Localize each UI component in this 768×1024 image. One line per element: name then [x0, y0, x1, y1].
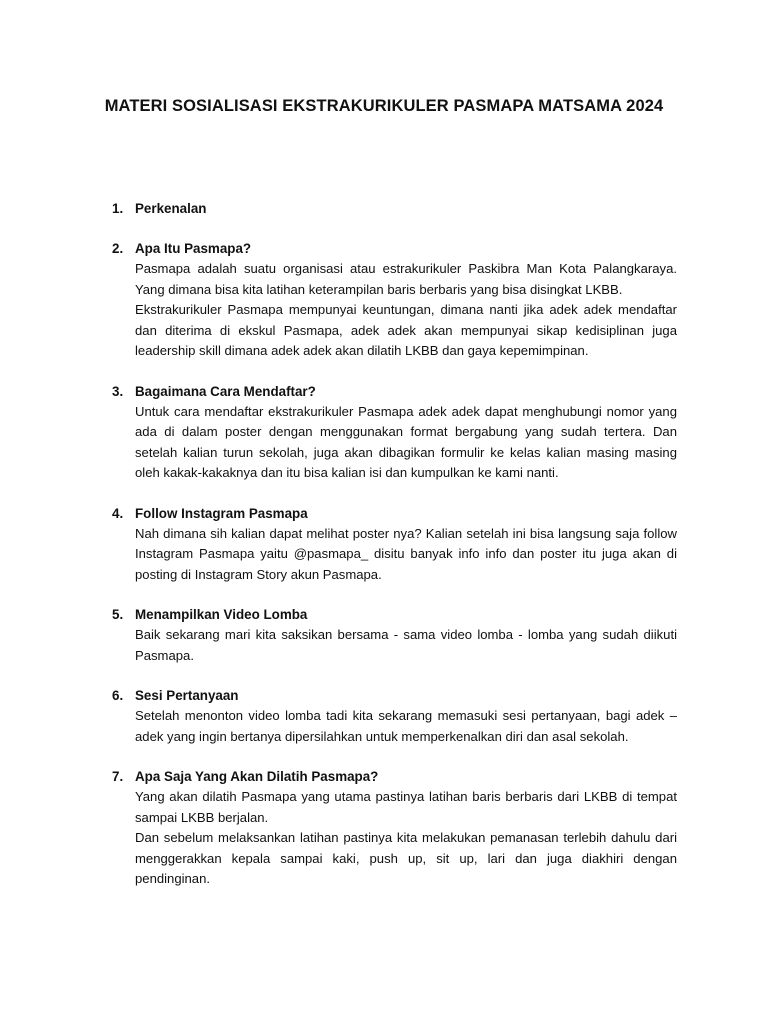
section-number: 4.: [112, 505, 124, 521]
section-title: Sesi Pertanyaan: [135, 688, 239, 703]
section-paragraph: Ekstrakurikuler Pasmapa mempunyai keuntungan, dimana nanti jika adek adek mendaftar dan diterima di ekskul Pasmapa, adek adek akan mempunyai sikap kedisiplinan juga leadership skill dimana adek adek akan dilatih LKBB dan gaya kepemimpinan.: [135, 302, 677, 358]
section-title: Apa Saja Yang Akan Dilatih Pasmapa?: [135, 769, 379, 784]
section-heading: [112, 604, 677, 625]
section-item: [0, 238, 768, 362]
section-number: 6.: [112, 688, 124, 703]
section-number: 2.: [112, 241, 124, 256]
section-title: Menampilkan Video Lomba: [135, 607, 308, 622]
section-item: [0, 381, 768, 484]
section-item: [0, 685, 768, 747]
section-paragraph: Nah dimana sih kalian dapat melihat poster nya? Kalian setelah ini bisa langsung saja follow Instagram Pasmapa yaitu @pasmapa_ disitu banyak info info dan poster itu juga akan di posting di Instagram Story akun Pasmapa.: [135, 525, 677, 582]
section-list: [0, 198, 768, 909]
section-number: 1.: [112, 201, 124, 216]
section-paragraph: Yang akan dilatih Pasmapa yang utama pastinya latihan baris berbaris dari LKBB di tempat sampai LKBB berjalan.: [135, 789, 677, 825]
section-number: 7.: [112, 769, 124, 784]
section-body: [135, 402, 677, 484]
section-paragraph: Setelah menonton video lomba tadi kita sekarang memasuki sesi pertanyaan, bagi adek – adek yang ingin bertanya dipersilahkan untuk memperkenalkan diri dan asal sekolah.: [135, 708, 677, 744]
section-heading: [112, 198, 677, 219]
section-title: Bagaimana Cara Mendaftar?: [135, 383, 316, 399]
section-title: Perkenalan: [135, 201, 207, 216]
section-item: [0, 766, 768, 890]
document-title: MATERI SOSIALISASI EKSTRAKURIKULER PASMAPA MATSAMA 2024: [104, 97, 664, 115]
section-body: [135, 625, 677, 666]
section-paragraph: Pasmapa adalah suatu organisasi atau estrakurikuler Paskibra Man Kota Palangkaraya. Yang dimana bisa kita latihan keterampilan baris berbaris yang bisa disingkat LKBB.: [135, 261, 677, 297]
section-paragraph: Baik sekarang mari kita saksikan bersama - sama video lomba - lomba yang sudah diikuti Pasmapa.: [135, 627, 677, 663]
section-heading: [112, 238, 677, 259]
section-body: [135, 787, 677, 890]
section-paragraph: Dan sebelum melaksankan latihan pastinya kita melakukan pemanasan terlebih dahulu dari menggerakkan kepala sampai kaki, push up, sit up, lari dan juga diakhiri dengan pendinginan.: [135, 830, 677, 886]
section-item: [0, 604, 768, 666]
section-number: 5.: [112, 607, 124, 622]
section-title: Apa Itu Pasmapa?: [135, 241, 252, 256]
section-heading: [112, 503, 677, 524]
section-heading: [112, 685, 677, 706]
section-paragraph: Untuk cara mendaftar ekstrakurikuler Pasmapa adek adek dapat menghubungi nomor yang ada di dalam poster dengan menggunakan format bergabung yang sudah tertera. Dan setelah kalian turun sekolah, juga akan dibagikan formulir ke kelas kalian masing masing oleh kakak-kakaknya dan itu bisa kalian isi dan kumpulkan ke kami nanti.: [135, 403, 677, 480]
section-item: [0, 198, 768, 219]
section-body: [135, 524, 677, 586]
section-heading: [112, 766, 677, 787]
section-number: 3.: [112, 383, 124, 399]
section-title: Follow Instagram Pasmapa: [135, 505, 308, 521]
section-item: [0, 503, 768, 586]
section-body: [135, 706, 677, 747]
section-heading: [112, 381, 677, 402]
section-body: [135, 259, 677, 362]
